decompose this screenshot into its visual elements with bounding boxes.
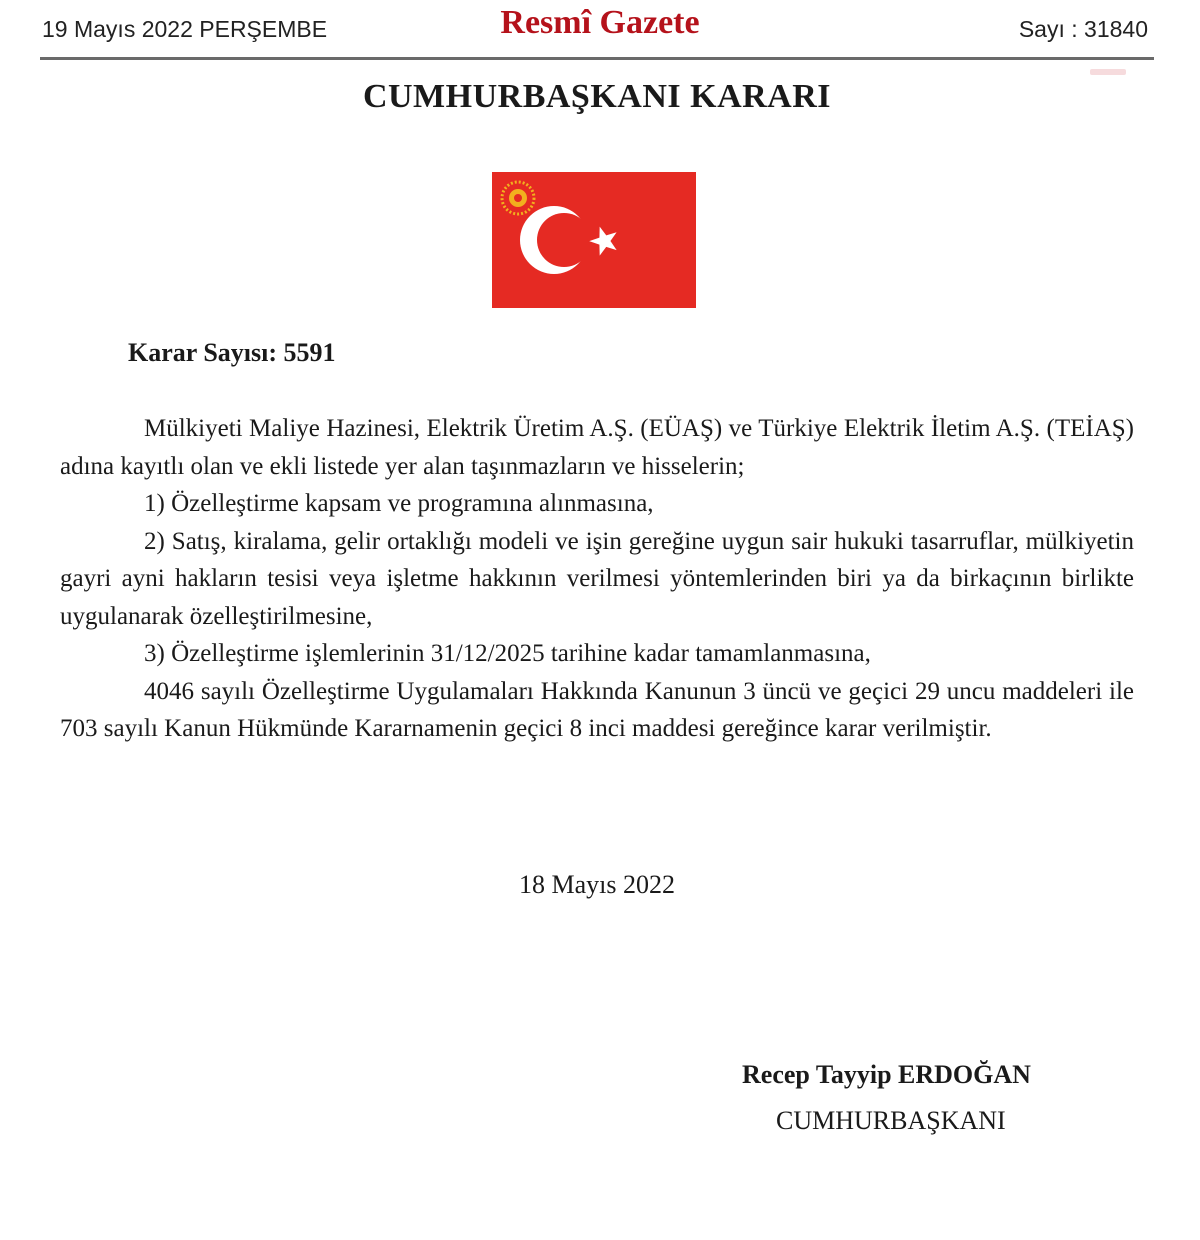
paragraph-item-1: 1) Özelleştirme kapsam ve programına alınmasına, (144, 490, 654, 517)
paragraph-legal-basis: 4046 sayılı Özelleştirme Uygulamaları Hakkında Kanunun 3 üncü ve geçici 29 uncu maddeleri ile 703 sayılı Kanun Hükmünde Kararnamenin geçici 8 inci maddesi gereğince karar verilmiştir. (60, 677, 1134, 742)
paragraph-item-2: 2) Satış, kiralama, gelir ortaklığı modeli ve işin gereğine uygun sair hukuki tasarruflar, mülkiyetin gayri ayni hakların tesisi veya işletme hakkının verilmesi yöntemlerinden biri ya da birkaçının birlikte uygulanarak özelleştirilmesine, (60, 527, 1134, 630)
publication-title: Resmî Gazete (500, 4, 700, 41)
watermark-icon (1088, 66, 1128, 78)
signer-name: Recep Tayyip ERDOĞAN (742, 1060, 1031, 1089)
signer-title: CUMHURBAŞKANI (776, 1106, 1006, 1135)
issue-number: Sayı : 31840 (1018, 16, 1148, 42)
issue-date: 19 Mayıs 2022 PERŞEMBE (42, 16, 328, 42)
decision-body (60, 410, 1134, 748)
document-heading: CUMHURBAŞKANI KARARI (362, 78, 832, 115)
turkish-flag-icon (492, 172, 696, 308)
decision-number: Karar Sayısı: 5591 (128, 338, 336, 367)
decision-date: 18 Mayıs 2022 (519, 870, 675, 899)
paragraph-intro: Mülkiyeti Maliye Hazinesi, Elektrik Üretim A.Ş. (EÜAŞ) ve Türkiye Elektrik İletim A.Ş. (TEİAŞ) adına kayıtlı olan ve ekli listede yer alan taşınmazların ve hisselerin; (60, 415, 1134, 480)
paragraph-item-3: 3) Özelleştirme işlemlerinin 31/12/2025 tarihine kadar tamamlanmasına, (144, 640, 871, 667)
header-divider (40, 57, 1154, 60)
